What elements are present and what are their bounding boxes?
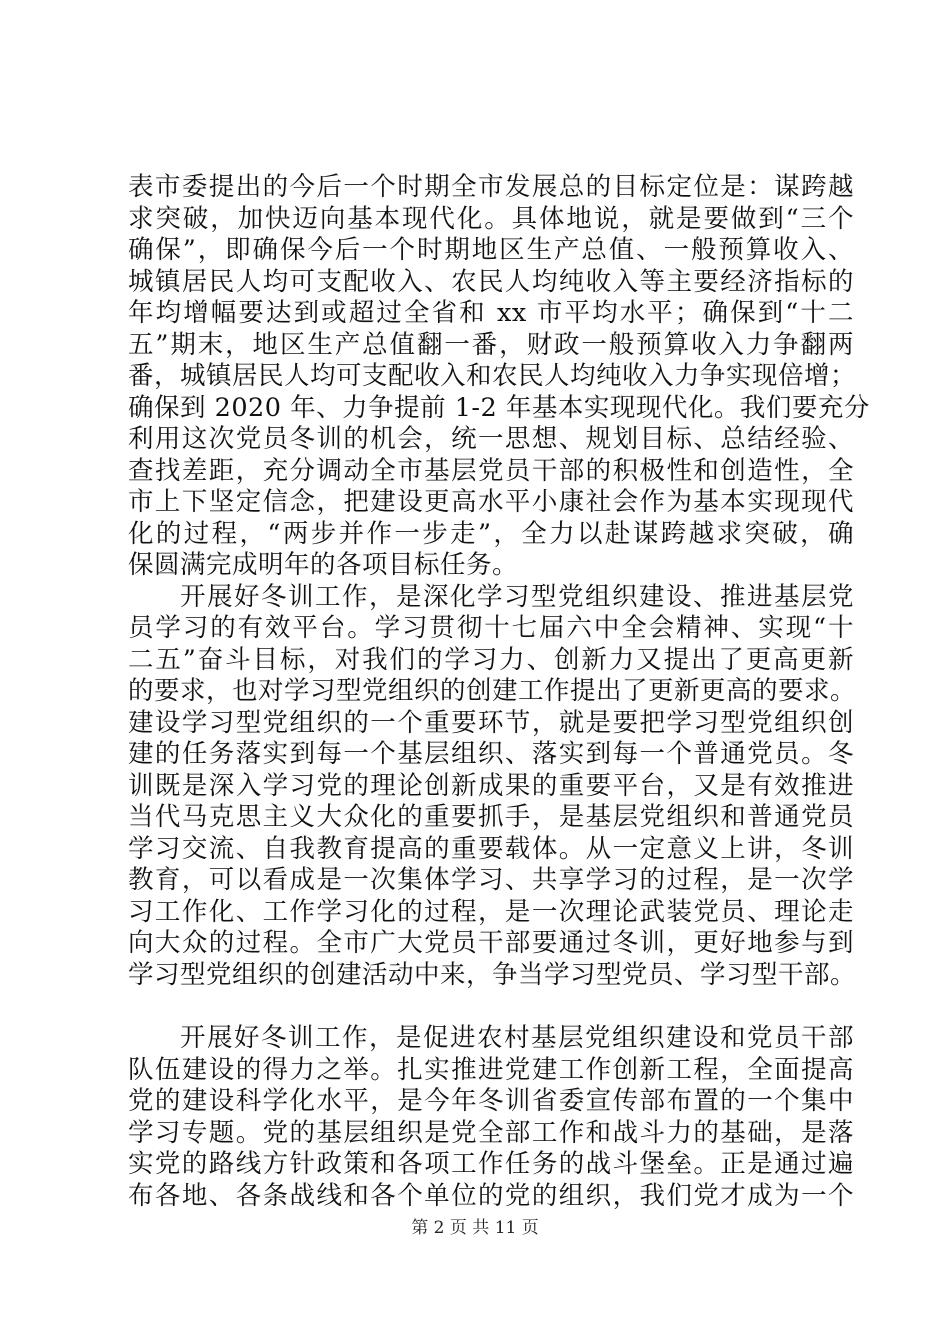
page-number-footer: 第 2 页 共 11 页: [411, 1218, 539, 1238]
paragraph-1: [128, 172, 870, 582]
text-line: 市上下坚定信念，把建设更高水平小康社会作为基本实现现代: [128, 487, 854, 517]
text-line: 员学习的有效平台。学习贯彻十七届六中全会精神、实现“十: [128, 613, 854, 643]
text-line: 二五”奋斗目标，对我们的学习力、创新力又提出了更高更新: [128, 644, 854, 675]
text-line: 利用这次党员冬训的机会，统一思想、规划目标、总结经验、: [128, 424, 854, 454]
text-line: 确保”，即确保今后一个时期地区生产总值、一般预算收入、: [128, 235, 854, 265]
text-line: 实党的路线方针政策和各项工作任务的战斗堡垒。正是通过遍: [128, 1149, 854, 1179]
text-line: 开展好冬训工作，是促进农村基层党组织建设和党员干部: [180, 1023, 854, 1053]
text-line: 建设学习型党组织的一个重要环节，就是要把学习型党组织创: [128, 707, 854, 738]
text-line: 布各地、各条战线和各个单位的党的组织，我们党才成为一个: [128, 1180, 854, 1211]
text-line: 开展好冬训工作，是深化学习型党组织建设、推进基层党: [180, 581, 854, 612]
text-line: 向大众的过程。全市广大党员干部要通过冬训，更好地参与到: [128, 928, 854, 958]
text-line: 表市委提出的今后一个时期全市发展总的目标定位是：谋跨越: [128, 172, 854, 202]
text-line: 查找差距，充分调动全市基层党员干部的积极性和创造性，全: [128, 455, 854, 486]
text-line: 化的过程，“两步并作一步走”，全力以赴谋跨越求突破，确: [128, 518, 854, 549]
document-body: [128, 172, 870, 1212]
text-line: 确保到 2020 年、力争提前 1-2 年基本实现现代化。我们要充分: [128, 392, 870, 423]
text-line: 训既是深入学习党的理论创新成果的重要平台，又是有效推进: [128, 770, 854, 801]
text-line: 队伍建设的得力之举。扎实推进党建工作创新工程，全面提高: [128, 1054, 854, 1085]
text-line: 习工作化、工作学习化的过程，是一次理论武装党员、理论走: [128, 896, 854, 927]
text-line: 年均增幅要达到或超过全省和 xx 市平均水平；确保到“十二: [128, 298, 854, 328]
text-line: 番，城镇居民人均可支配收入和农民人均纯收入力争实现倍增；: [128, 361, 857, 391]
text-line: 学习交流、自我教育提高的重要载体。从一定意义上讲，冬训: [128, 833, 854, 864]
text-line: 学习型党组织的创建活动中来，争当学习型党员、学习型干部。: [128, 959, 857, 990]
text-line: 当代马克思主义大众化的重要抓手，是基层党组织和普通党员: [128, 802, 854, 832]
text-line: 五”期末，地区生产总值翻一番，财政一般预算收入力争翻两: [128, 329, 854, 360]
text-line: 保圆满完成明年的各项目标任务。: [128, 550, 519, 580]
text-line: 学习专题。党的基层组织是党全部工作和战斗力的基础，是落: [128, 1117, 854, 1148]
text-line: 的要求，也对学习型党组织的创建工作提出了更新更高的要求。: [128, 676, 857, 706]
text-line: 求突破，加快迈向基本现代化。具体地说，就是要做到“三个: [128, 203, 854, 234]
text-line: 建的任务落实到每一个基层组织、落实到每一个普通党员。冬: [128, 739, 854, 769]
text-line: 教育，可以看成是一次集体学习、共享学习的过程，是一次学: [128, 865, 854, 895]
paragraph-2: [128, 581, 857, 992]
paragraph-spacer: [128, 991, 854, 1023]
text-line: 党的建设科学化水平，是今年冬训省委宣传部布置的一个集中: [128, 1086, 854, 1116]
paragraph-3: [128, 1023, 854, 1212]
text-line: 城镇居民人均可支配收入、农民人均纯收入等主要经济指标的: [128, 266, 854, 297]
